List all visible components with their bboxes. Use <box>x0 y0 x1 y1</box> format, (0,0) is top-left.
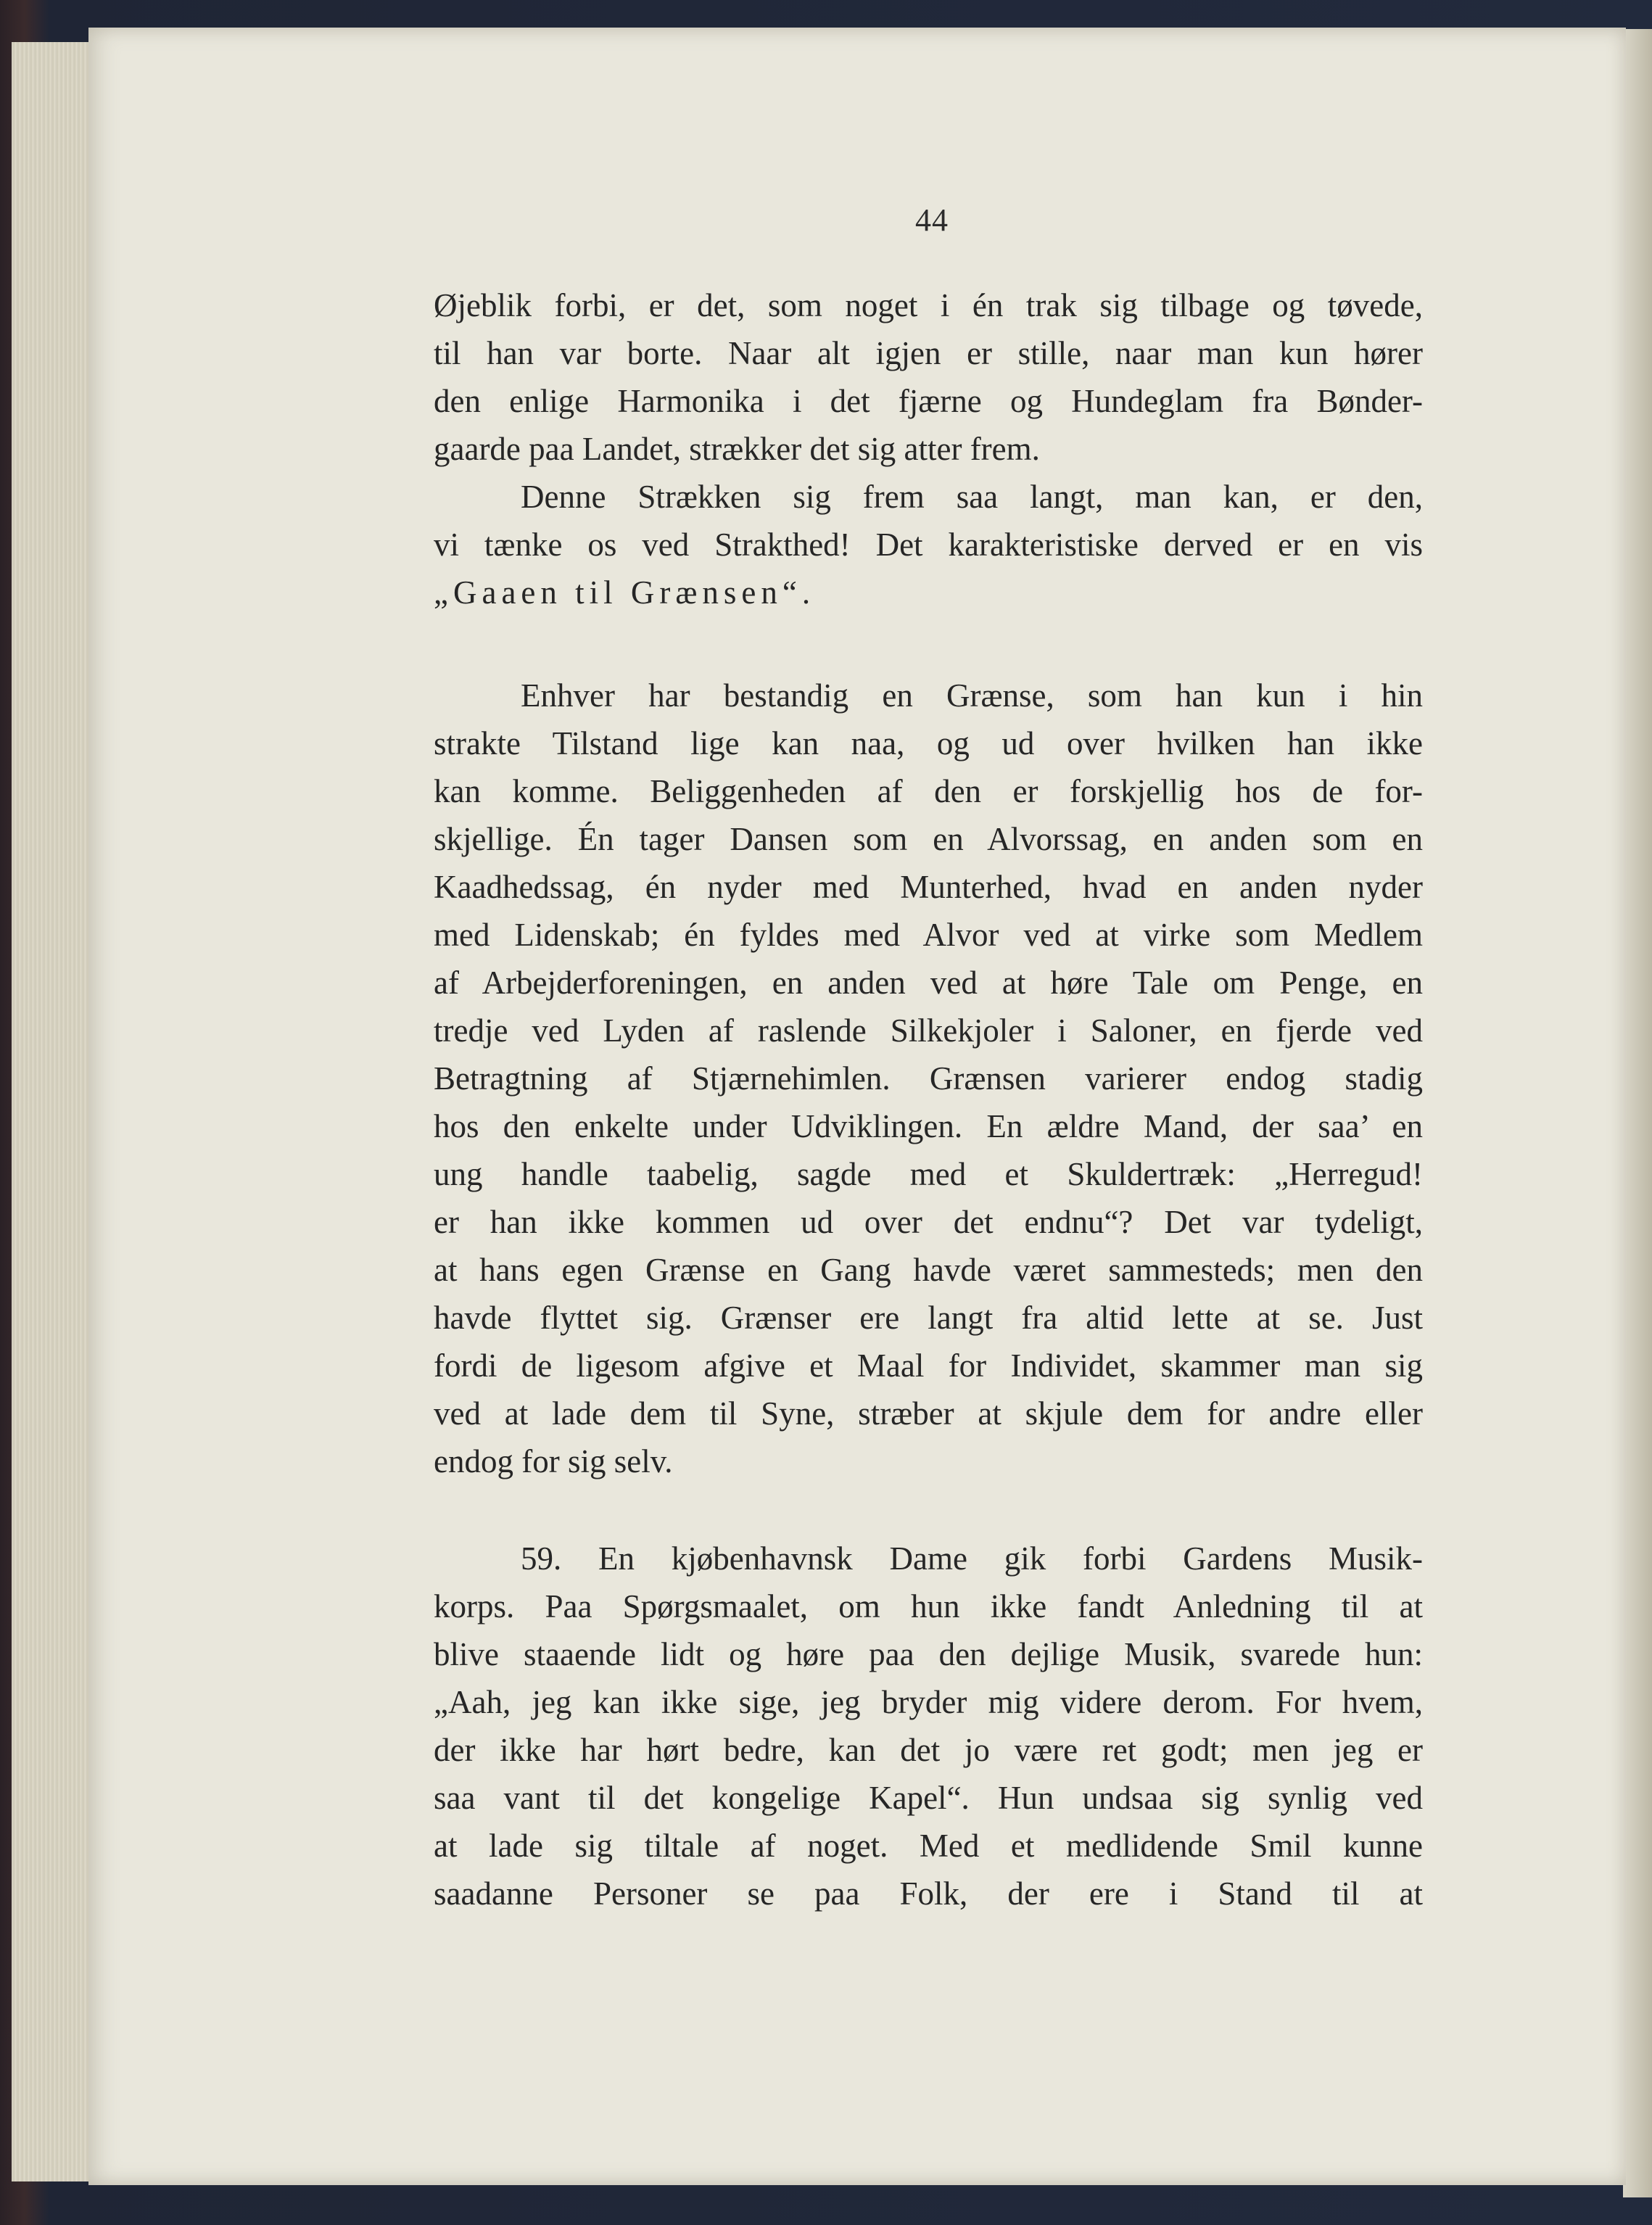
paragraph-3 <box>434 672 1423 1485</box>
text-line: vi tænke os ved Strakthed! Det karakteristiske derved er en vis <box>434 527 1423 563</box>
text-line: fordi de ligesom afgive et Maal for Individet, skammer man sig <box>434 1347 1423 1384</box>
text-line: blive staaende lidt og høre paa den dejlige Musik, svarede hun: <box>434 1636 1423 1672</box>
text-line: „Aah, jeg kan ikke sige, jeg bryder mig videre derom. For hvem, <box>434 1684 1423 1720</box>
text-line: af Arbejderforeningen, en anden ved at høre Tale om Penge, en <box>434 965 1423 1001</box>
text-line: gaarde paa Landet, strækker det sig atter frem. <box>434 431 1040 467</box>
text-line: der ikke har hørt bedre, kan det jo være ret godt; men jeg er <box>434 1732 1423 1768</box>
text-line: skjellige. Én tager Dansen som en Alvorssag, en anden som en <box>434 821 1423 857</box>
text-line: kan komme. Beliggenheden af den er forskjellig hos de for- <box>434 773 1423 809</box>
text-line: Kaadhedssag, én nyder med Munterhed, hvad en anden nyder <box>434 869 1423 905</box>
paragraph-4 <box>434 1535 1423 1918</box>
text-line: hos den enkelte under Udviklingen. En ældre Mand, der saa’ en <box>434 1108 1423 1144</box>
text-line: „Gaaen til Grænsen“. <box>434 574 816 611</box>
text-line: strakte Tilstand lige kan naa, og ud over hvilken han ikke <box>434 725 1423 761</box>
text-line: saa vant til det kongelige Kapel“. Hun undsaa sig synlig ved <box>434 1780 1423 1816</box>
text-line: til han var borte. Naar alt igjen er stille, naar man kun hører <box>434 335 1423 371</box>
page-number: 44 <box>915 202 949 238</box>
text-line: saadanne Personer se paa Folk, der ere i Stand til at <box>434 1875 1423 1912</box>
text-line: at hans egen Grænse en Gang havde været sammesteds; men den <box>434 1252 1423 1288</box>
text-line: med Lidenskab; én fyldes med Alvor ved at virke som Medlem <box>434 917 1423 953</box>
text-line: tredje ved Lyden af raslende Silkekjoler i Saloner, en fjerde ved <box>434 1012 1423 1049</box>
text-line: Øjeblik forbi, er det, som noget i én trak sig tilbage og tøvede, <box>434 287 1423 323</box>
text-line: ved at lade dem til Syne, stræber at skjule dem for andre eller <box>434 1395 1423 1432</box>
text-line: ung handle taabelig, sagde med et Skuldertræk: „Herregud! <box>434 1156 1423 1192</box>
text-line: Betragtning af Stjærnehimlen. Grænsen varierer endog stadig <box>434 1060 1423 1097</box>
page-edges <box>12 42 100 2181</box>
text-line: havde flyttet sig. Grænser ere langt fra altid lette at se. Just <box>434 1300 1423 1336</box>
text-line: 59. En kjøbenhavnsk Dame gik forbi Gardens Musik- <box>521 1540 1423 1577</box>
paragraph-1 <box>434 281 1423 473</box>
text-line: Enhver har bestandig en Grænse, som han kun i hin <box>521 677 1423 714</box>
text-line: korps. Paa Spørgsmaalet, om hun ikke fandt Anledning til at <box>434 1588 1423 1625</box>
next-page-edge <box>1623 29 1652 2197</box>
paragraph-2 <box>434 473 1423 616</box>
text-line: er han ikke kommen ud over det endnu“? Det var tydeligt, <box>434 1204 1423 1240</box>
text-line: endog for sig selv. <box>434 1443 673 1479</box>
text-line: Denne Strækken sig frem saa langt, man kan, er den, <box>521 479 1423 515</box>
text-line: at lade sig tiltale af noget. Med et medlidende Smil kunne <box>434 1828 1423 1864</box>
text-line: den enlige Harmonika i det fjærne og Hundeglam fra Bønder- <box>434 383 1423 419</box>
